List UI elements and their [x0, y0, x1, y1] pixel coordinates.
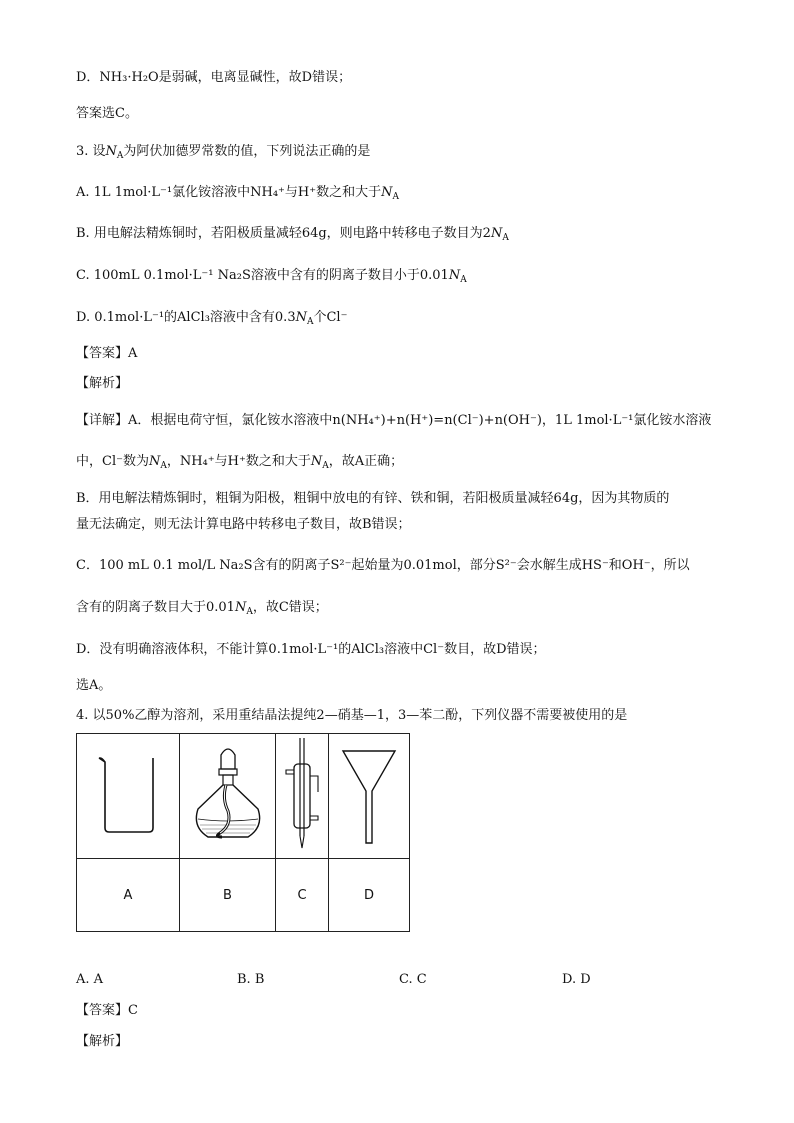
beaker-icon — [93, 752, 163, 836]
apparatus-label-c: C — [276, 859, 329, 932]
prev-d-option — [76, 68, 351, 88]
q3-option-a: A. 1L 1mol·L⁻¹氯化铵溶液中NH₄⁺与H⁺数之和大于$N_A$ — [76, 185, 399, 202]
apparatus-cell-d — [329, 734, 410, 859]
q4-analysis-tag: 【解析】 — [76, 1034, 129, 1049]
funnel-icon — [339, 739, 399, 849]
q3-detail-1: 【详解】A．根据电荷守恒，氯化铵水溶液中n(NH₄⁺)+n(H⁺)=n(Cl⁻)+n(OH⁻)，1L 1mol·L⁻¹氯化铵水溶液 — [76, 413, 712, 428]
apparatus-cell-a — [77, 734, 180, 859]
apparatus-label-a: A — [77, 859, 180, 932]
q3-option-b: B. 用电解法精炼铜时，若阳极质量减轻64g，则电路中转移电子数目为$2N_A$ — [76, 226, 509, 243]
q4-option-c: C. C — [399, 972, 427, 987]
alcohol-lamp-icon — [188, 739, 268, 849]
q3-answer: 【答案】A — [76, 346, 138, 361]
q3-detail-6: 含有的阴离子数目大于$0.01N_A$，故C错误； — [76, 600, 328, 617]
apparatus-table — [76, 733, 410, 932]
q3-detail-2: 中，Cl⁻数为$N_A$，NH₄⁺与H⁺数之和大于$N_A$，故A正确； — [76, 454, 404, 471]
q3-option-d: D. 0.1mol·L⁻¹的AlCl₃溶液中含有$0.3N_A$个Cl⁻ — [76, 310, 348, 327]
q4-option-a: A. A — [76, 972, 104, 987]
q3-analysis-tag: 【解析】 — [76, 376, 129, 391]
q3-detail-8: 选A。 — [76, 678, 112, 693]
q4-stem: 4. 以50%乙醇为溶剂，采用重结晶法提纯2—硝基—1，3—苯二酚，下列仪器不需要被使用的是 — [76, 708, 628, 723]
q3-detail-7: D．没有明确溶液体积，不能计算0.1mol·L⁻¹的AlCl₃溶液中Cl⁻数目，故D错误； — [76, 642, 546, 657]
apparatus-cell-b — [180, 734, 276, 859]
q3-detail-3: B．用电解法精炼铜时，粗铜为阳极，粗铜中放电的有锌、铁和铜，若阳极质量减轻64g，因为其物质的 — [76, 491, 670, 506]
q4-options — [76, 970, 636, 990]
q3-detail-4: 量无法确定，则无法计算电路中转移电子数目，故B错误； — [76, 517, 411, 532]
apparatus-label-d: D — [329, 859, 410, 932]
prev-d-option-text: D．NH₃·H₂O是弱碱，电离显碱性，故D错误； — [76, 70, 352, 85]
q3-option-c: C. 100mL 0.1mol·L⁻¹ Na₂S溶液中含有的阴离子数目小于$0.01N_A$ — [76, 268, 467, 285]
q3-detail-5: C．100 mL 0.1 mol/L Na₂S含有的阴离子S²⁻起始量为0.01mol，部分S²⁻会水解生成HS⁻和OH⁻，所以 — [76, 558, 690, 573]
q4-option-d: D. D — [562, 972, 591, 987]
prev-answer-line: 答案选C。 — [76, 106, 138, 121]
q4-option-b: B. B — [237, 972, 265, 987]
q4-answer: 【答案】C — [76, 1003, 138, 1018]
q3-stem: 3. 设$N_A$为阿伏加德罗常数的值，下列说法正确的是 — [76, 144, 371, 161]
condenser-tube-icon — [280, 736, 324, 852]
apparatus-label-b: B — [180, 859, 276, 932]
apparatus-cell-c — [276, 734, 329, 859]
